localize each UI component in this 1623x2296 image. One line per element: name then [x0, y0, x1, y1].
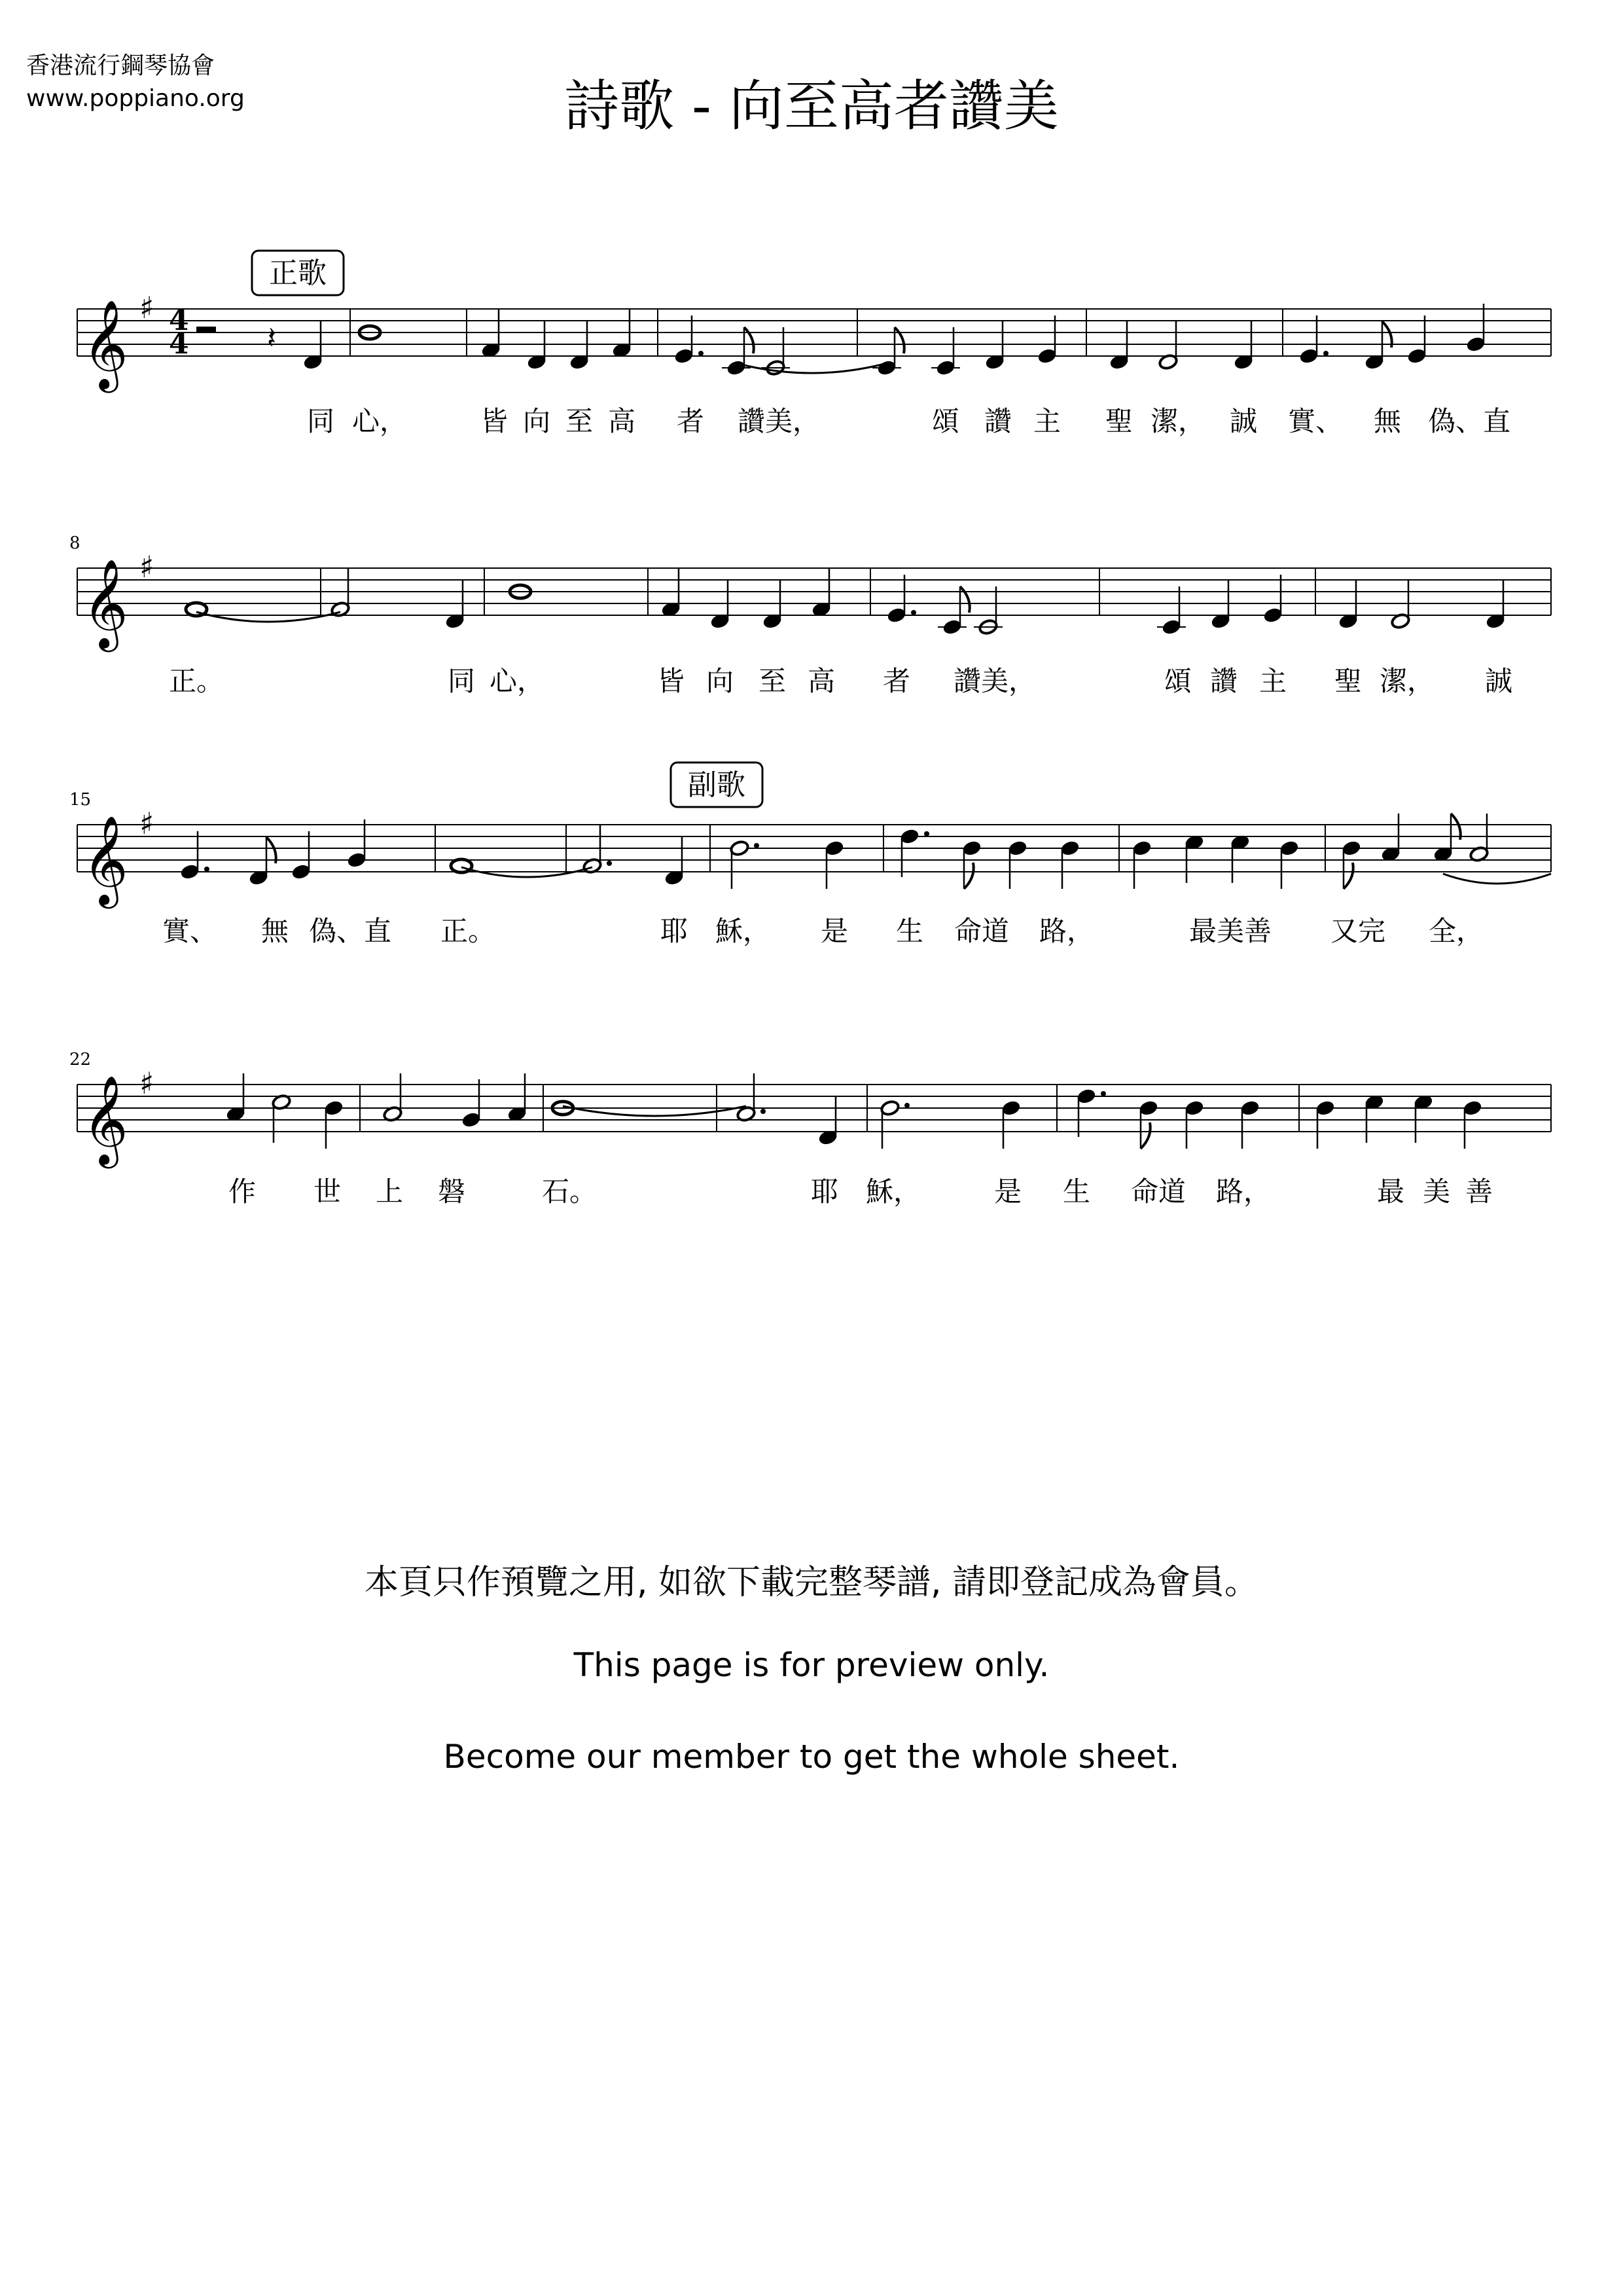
note-dot	[204, 867, 209, 872]
lyric-syllable: 實、	[1287, 405, 1344, 437]
note-head	[180, 863, 200, 880]
lyric-syllable: 同	[306, 405, 335, 437]
note-head	[1060, 840, 1080, 857]
lyric-syllable: 聖	[1105, 405, 1133, 437]
lyric-syllable: 是	[993, 1175, 1022, 1208]
quarter-rest-icon: 𝄽	[267, 320, 277, 355]
note-head	[1299, 348, 1319, 365]
preview-notice-en-1: This page is for preview only.	[573, 1646, 1050, 1684]
lyric-syllable: 耶	[660, 915, 688, 947]
lyric-syllable: 皆	[656, 665, 685, 697]
note-head	[1037, 348, 1058, 365]
key-signature-sharp-icon: ♯	[139, 806, 154, 841]
key-signature-sharp-icon: ♯	[139, 549, 154, 584]
tie	[196, 612, 340, 622]
staff-system	[77, 290, 1551, 437]
note-dot	[1101, 1091, 1106, 1096]
lyric-syllable: 向	[522, 405, 551, 437]
staff-system	[69, 533, 1551, 697]
note-head	[291, 863, 312, 880]
lyric-syllable: 至	[758, 665, 787, 697]
note-flag	[1141, 1122, 1150, 1149]
section-label: 副歌	[688, 768, 745, 802]
lyric-syllable: 作	[228, 1175, 257, 1208]
publisher-name: 香港流行鋼琴協會	[26, 52, 215, 79]
note-head	[1139, 1100, 1159, 1117]
note-head	[900, 828, 920, 845]
lyric-syllable: 命道	[954, 915, 1010, 947]
note-head	[1077, 1088, 1097, 1105]
publisher-url[interactable]: www.poppiano.org	[26, 85, 245, 112]
lyric-syllable: 耶	[810, 1175, 839, 1208]
measure-number: 8	[69, 533, 80, 553]
preview-notice-en-2: Become our member to get the whole sheet.	[443, 1738, 1180, 1776]
measure-number: 15	[69, 790, 92, 810]
note-head	[461, 1111, 482, 1128]
note-head	[825, 840, 845, 857]
note-head	[887, 607, 907, 624]
treble-clef-icon: 𝄞	[82, 814, 128, 905]
lyric-syllable: 心，	[489, 665, 545, 697]
lyric-syllable: 向	[705, 665, 734, 697]
note-flag	[744, 327, 754, 353]
note-head	[451, 859, 472, 872]
lyric-syllable: 讚美，	[953, 665, 1037, 697]
note-dot	[754, 843, 759, 848]
lyric-syllable: 上	[375, 1175, 404, 1208]
lyric-syllable: 潔，	[1150, 405, 1206, 437]
lyric-syllable: 聖	[1334, 665, 1363, 697]
lyric-syllable: 石。	[541, 1175, 597, 1208]
lyric-syllable: 生	[1062, 1175, 1091, 1208]
key-signature-sharp-icon: ♯	[139, 1066, 154, 1101]
half-rest-icon	[196, 327, 216, 332]
lyric-syllable: 潔，	[1379, 665, 1435, 697]
lyric-syllable: 者	[882, 665, 911, 697]
lyric-syllable: 偽、直	[1427, 405, 1511, 437]
lyric-syllable: 磐	[437, 1175, 466, 1208]
note-flag	[964, 863, 974, 889]
lyric-syllable: 高	[607, 405, 636, 437]
note-head	[674, 348, 694, 365]
lyric-syllable: 是	[820, 915, 849, 947]
lyric-syllable: 穌，	[865, 1175, 921, 1208]
lyric-syllable: 正。	[440, 915, 496, 947]
note-head	[962, 840, 982, 857]
time-signature-digit: 4	[169, 304, 189, 337]
measure-number: 22	[69, 1050, 92, 1069]
lyric-syllable: 頌	[931, 405, 960, 437]
lyric-syllable: 美	[1422, 1175, 1451, 1208]
note-flag	[960, 586, 970, 613]
lyric-syllable: 同	[447, 665, 476, 697]
note-head	[1240, 1100, 1260, 1117]
treble-clef-icon: 𝄞	[82, 298, 128, 389]
note-head	[1315, 1100, 1336, 1117]
lyric-syllable: 最美善	[1188, 915, 1272, 947]
note-dot	[760, 1109, 766, 1114]
note-head	[1407, 348, 1427, 365]
lyric-syllable: 讚	[984, 405, 1012, 437]
lyric-syllable: 最	[1376, 1175, 1405, 1208]
staff-system	[69, 1050, 1551, 1208]
lyric-syllable: 命道	[1130, 1175, 1186, 1208]
note-head	[730, 840, 750, 857]
lyric-syllable: 世	[313, 1175, 342, 1208]
lyric-syllable: 讚	[1209, 665, 1238, 697]
treble-clef-icon: 𝄞	[82, 558, 128, 648]
lyric-syllable: 穌，	[715, 915, 771, 947]
note-head	[1001, 1100, 1022, 1117]
lyric-syllable: 路，	[1039, 915, 1095, 947]
note-head	[1463, 1100, 1483, 1117]
lyric-syllable: 主	[1258, 665, 1287, 697]
lyric-syllable: 路，	[1215, 1175, 1272, 1208]
lyric-syllable: 頌	[1164, 665, 1192, 697]
note-head	[880, 1100, 901, 1117]
lyric-syllable: 至	[565, 405, 594, 437]
tie	[736, 363, 887, 373]
note-head	[1342, 840, 1362, 857]
lyric-syllable: 誠	[1484, 665, 1513, 697]
note-head	[1466, 336, 1486, 353]
tie	[1443, 874, 1551, 884]
lyric-syllable: 無	[260, 915, 289, 947]
lyric-syllable: 善	[1465, 1175, 1493, 1208]
note-dot	[924, 831, 929, 836]
lyric-syllable: 皆	[480, 405, 508, 437]
lyric-syllable: 實、	[162, 915, 218, 947]
lyric-syllable: 心，	[351, 405, 408, 437]
note-head	[1263, 607, 1283, 624]
lyric-syllable: 主	[1033, 405, 1061, 437]
lyric-syllable: 全，	[1428, 915, 1484, 947]
note-flag	[1344, 863, 1353, 889]
lyric-syllable: 正。	[168, 665, 224, 697]
lyric-syllable: 誠	[1229, 405, 1258, 437]
note-dot	[607, 861, 612, 866]
lyric-syllable: 高	[807, 665, 836, 697]
note-head	[1185, 1100, 1205, 1117]
note-head	[347, 852, 367, 869]
lyric-syllable: 又完	[1330, 915, 1386, 947]
note-dot	[904, 1103, 910, 1108]
note-dot	[698, 351, 704, 356]
section-label: 正歌	[269, 257, 327, 290]
treble-clef-icon: 𝄞	[82, 1074, 128, 1164]
note-head	[1132, 840, 1152, 857]
lyric-syllable: 者	[676, 405, 705, 437]
time-signature-digit: 4	[169, 327, 189, 361]
lyric-syllable: 生	[895, 915, 924, 947]
key-signature-sharp-icon: ♯	[139, 290, 154, 325]
lyric-syllable: 偽、直	[308, 915, 392, 947]
note-dot	[911, 610, 916, 615]
note-dot	[1323, 351, 1329, 356]
page-title: 詩歌 - 向至高者讚美	[564, 74, 1059, 138]
lyric-syllable: 讚美，	[737, 405, 821, 437]
note-head	[1008, 840, 1028, 857]
note-head	[1279, 840, 1300, 857]
lyric-syllable: 無	[1373, 405, 1402, 437]
note-flag	[895, 327, 904, 353]
preview-notice-zh: 本頁只作預覽之用, 如欲下載完整琴譜, 請即登記成為會員。	[364, 1563, 1259, 1602]
staff-system	[69, 790, 1551, 947]
note-head	[324, 1100, 344, 1117]
